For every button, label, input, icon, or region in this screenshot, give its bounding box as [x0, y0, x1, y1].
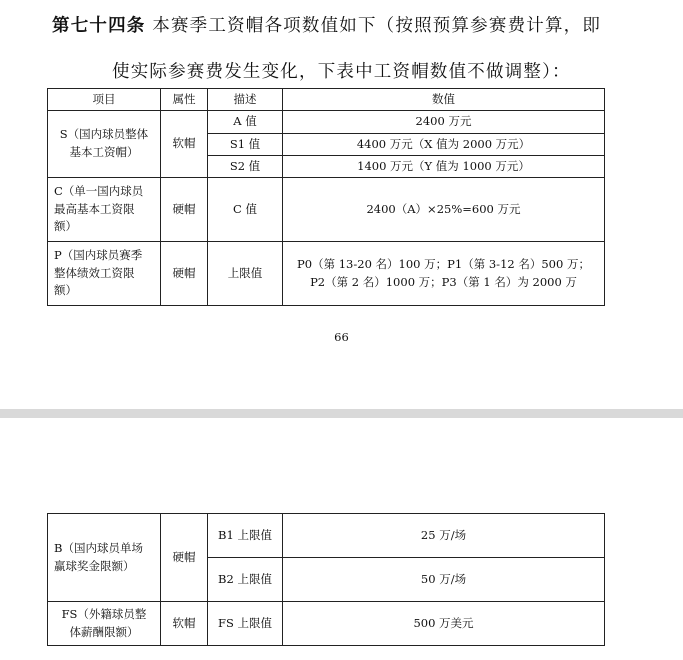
desc-s2: S2 值: [208, 156, 283, 178]
header-value: 数值: [283, 89, 605, 111]
attr-s: 软帽: [161, 111, 208, 178]
value-p: P0（第 13-20 名）100 万；P1（第 3-12 名）500 万； P2（第 2 名）1000 万；P3（第 1 名）为 2000 万: [283, 242, 605, 306]
attr-fs: 软帽: [161, 602, 208, 646]
desc-s1: S1 值: [208, 134, 283, 156]
value-b2: 50 万/场: [283, 558, 605, 602]
table-row: [48, 514, 605, 558]
attr-p: 硬帽: [161, 242, 208, 306]
table-row: [48, 111, 605, 134]
value-fs: 500 万美元: [283, 602, 605, 646]
attr-c: 硬帽: [161, 178, 208, 242]
article-text-line2: 使实际参赛费发生变化，下表中工资帽数值不做调整）：: [112, 62, 571, 82]
value-s1: 4400 万元（X 值为 2000 万元）: [283, 134, 605, 156]
article-label: 第七十四条: [52, 16, 146, 36]
desc-p: 上限值: [208, 242, 283, 306]
value-a: 2400 万元: [283, 111, 605, 134]
item-b: B（国内球员单场 赢球奖金限额）: [48, 514, 161, 602]
item-fs: FS（外籍球员整 体薪酬限额）: [48, 602, 161, 646]
table-row: [48, 178, 605, 242]
item-s: S（国内球员整体 基本工资帽）: [48, 111, 161, 178]
header-item: 项目: [48, 89, 161, 111]
value-b1: 25 万/场: [283, 514, 605, 558]
salary-cap-table-continued: [47, 513, 605, 646]
desc-b2: B2 上限值: [208, 558, 283, 602]
attr-b: 硬帽: [161, 514, 208, 602]
table-header-row: [48, 89, 605, 111]
header-attribute: 属性: [161, 89, 208, 111]
value-c: 2400（A）×25%=600 万元: [283, 178, 605, 242]
desc-b1: B1 上限值: [208, 514, 283, 558]
page-gap: [0, 409, 683, 418]
desc-a: A 值: [208, 111, 283, 134]
item-c: C（单一国内球员 最高基本工资限 额）: [48, 178, 161, 242]
desc-fs: FS 上限值: [208, 602, 283, 646]
article-text-line1: 本赛季工资帽各项数值如下（按照预算参赛费计算，即: [152, 16, 602, 36]
item-p: P（国内球员赛季 整体绩效工资限 额）: [48, 242, 161, 306]
table-row: [48, 602, 605, 646]
page-number: 66: [334, 330, 349, 344]
desc-c: C 值: [208, 178, 283, 242]
header-description: 描述: [208, 89, 283, 111]
article-first-line: [52, 12, 601, 37]
table-row: [48, 242, 605, 306]
salary-cap-table: [47, 88, 605, 306]
value-s2: 1400 万元（Y 值为 1000 万元）: [283, 156, 605, 178]
